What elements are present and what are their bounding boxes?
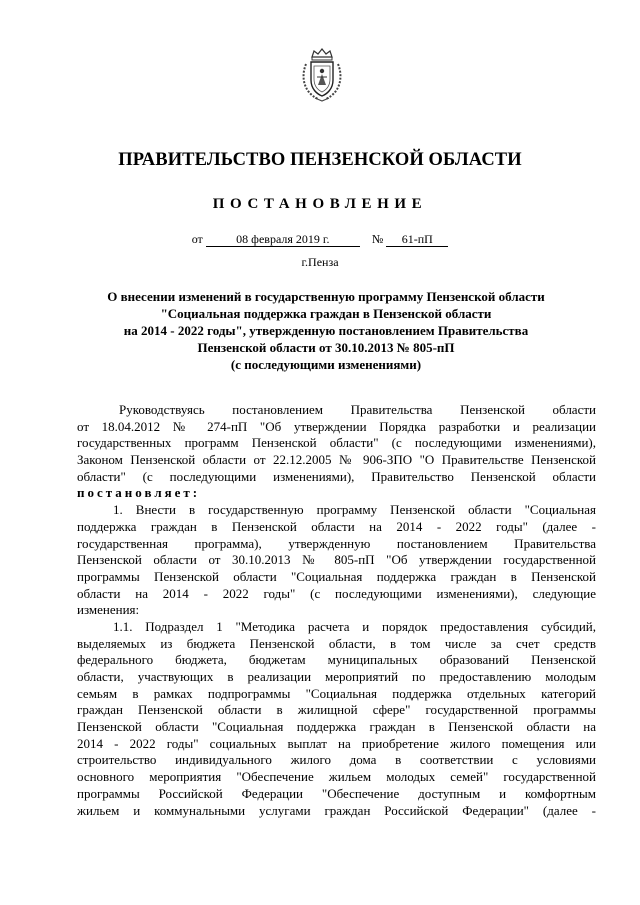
body-line: области" (с последующими изменениями), Правительство Пензенской области [77,468,596,484]
coat-of-arms-icon [300,48,344,102]
title-line: на 2014 - 2022 годы", утвержденную постановлением Правительства [123,323,529,338]
body-line: Законом Пензенской области от 22.12.2005 № 906-ЗПО "О Правительстве Пензенской [77,452,596,468]
date-number-line [0,232,640,247]
body-line: области на 2014 - 2022 годы" (с последующими изменениями), следующие [77,585,596,601]
body-line: Руководствуясь постановлением Правительства Пензенской области [119,402,596,417]
body-line: строительство индивидуального жилого дома в соответствии с условиями [77,752,596,768]
date-prefix: от [191,232,203,246]
body-line: федерального бюджета, бюджетам муниципальных образований Пензенской [77,652,596,668]
document-number: 61-пП [386,233,448,247]
body-line: изменения: [77,602,140,618]
document-date: 08 февраля 2019 г. [206,233,360,247]
city: г.Пенза [301,255,339,269]
body-line: Пензенской области "Социальная поддержка граждан в Пензенской области на [77,719,596,735]
body-line: поддержка граждан в Пензенской области на 2014 - 2022 годы" (далее - [77,518,596,534]
title-line: Пензенской области от 30.10.2013 № 805-пП [197,340,455,355]
body-line: государственных программ Пензенской области" (с последующими изменениями), [77,435,596,451]
title-line: "Социальная поддержка граждан в Пензенской области [160,306,492,321]
body-line: основного мероприятия "Обеспечение жильем молодых семей" государственной [77,769,596,785]
government-name: ПРАВИТЕЛЬСТВО ПЕНЗЕНСКОЙ ОБЛАСТИ [118,150,522,170]
document-title [60,288,592,373]
body-line: жильем и коммунальными услугами граждан Российской Федерации" (далее - [77,802,596,818]
body-line: программы Пензенской области "Социальная поддержка граждан в Пензенской [77,568,596,584]
title-line: (с последующими изменениями) [230,357,422,372]
body-line: Пензенской области от 30.10.2013 № 805-пП "Об утверждении государственной [77,552,596,568]
body-line: граждан Пензенской области в жилищной сфере" государственной программы [77,702,596,718]
body-line: от 18.04.2012 № 274-пП "Об утверждении Порядка разработки и реализации [77,418,596,434]
body-line: 1.1. Подраздел 1 "Методика расчета и порядок предоставления субсидий, [113,618,596,634]
document-type: ПОСТАНОВЛЕНИЕ [212,196,428,212]
body-line: 1. Внести в государственную программу Пензенской области "Социальная [113,502,596,518]
decree-word: постановляет: [77,485,201,501]
number-prefix: № [371,232,384,246]
body-line: программы Российской Федерации "Обеспечение доступным и комфортным [77,785,596,801]
title-line: О внесении изменений в государственную программу Пензенской области [107,289,545,304]
body-line: семьям в рамках подпрограммы "Социальная поддержка отдельных категорий [77,685,596,701]
body-line: 2014 - 2022 годы" социальных выплат на приобретение жилого помещения или [77,735,596,751]
document-body [77,402,596,819]
body-line: области, участвующих в реализации мероприятий по предоставлению молодым [77,669,596,684]
body-line: государственная программа), утвержденную постановлением Правительства [77,535,596,551]
body-line: выделяемых из бюджета Пензенской области, в том числе за счет средств [77,635,596,651]
